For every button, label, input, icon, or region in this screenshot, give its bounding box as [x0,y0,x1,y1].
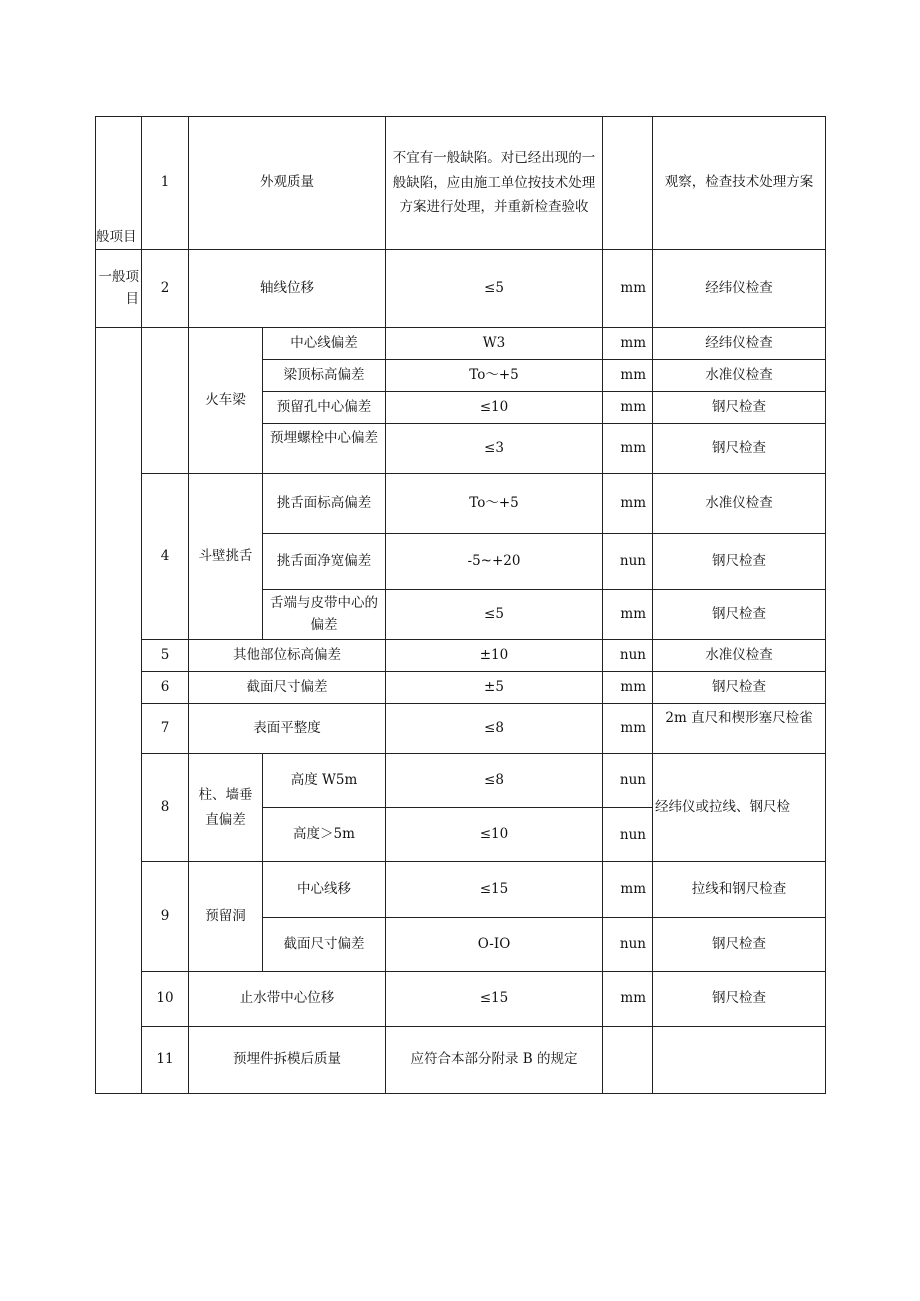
sub-item-name: 预留孔中心偏差 [263,392,386,424]
category-cell: 一般项目 [96,250,142,328]
table-row [96,704,826,754]
requirement-cell: W3 [386,328,603,360]
table-row [96,250,826,328]
table-row [96,117,826,250]
requirement-cell: ≤5 [386,590,603,640]
method-cell: 钢尺检查 [653,392,826,424]
item-name: 其他部位标高偏差 [189,640,386,672]
requirement-cell: 应符合本部分附录 B 的规定 [386,1027,603,1094]
method-cell: 水准仪检查 [653,640,826,672]
method-cell: 钢尺检查 [653,672,826,704]
unit-cell: nun [603,918,653,972]
requirement-cell: ≤3 [386,424,603,474]
table-row [96,640,826,672]
requirement-cell [386,117,603,250]
sub-item-name: 梁顶标高偏差 [263,360,386,392]
table-row [96,474,826,534]
category-cell-empty [96,328,142,1094]
method-cell: 钢尺检查 [653,534,826,590]
unit-cell [603,1027,653,1094]
unit-cell: mm [603,360,653,392]
method-cell: 钢尺检查 [653,972,826,1027]
unit-cell: mm [603,862,653,918]
table-row [96,328,826,360]
requirement-text: 不宜有一般缺陷。对已经出现的一般缺陷，应由施工单位按技术处理方案进行处理，并重新检查验收 [392,149,596,216]
item-number: 1 [142,117,189,250]
sub-item-name: 舌端与皮带中心的偏差 [263,590,386,640]
table-row [96,754,826,808]
group-name-text: 柱、墙垂直偏差 [198,786,253,828]
requirement-cell: O-IO [386,918,603,972]
unit-cell: mm [603,704,653,754]
requirement-cell: ≤8 [386,704,603,754]
table-row [96,972,826,1027]
unit-cell: nun [603,640,653,672]
unit-cell: mm [603,250,653,328]
requirement-cell: ≤10 [386,392,603,424]
inspection-table [95,116,826,1094]
requirement-cell: ±5 [386,672,603,704]
method-cell: 钢尺检查 [653,590,826,640]
method-cell: 水准仪检查 [653,474,826,534]
requirement-cell: ≤15 [386,862,603,918]
unit-cell: nun [603,808,653,862]
method-cell: 水准仪检查 [653,360,826,392]
unit-cell: mm [603,424,653,474]
requirement-cell: -5~+20 [386,534,603,590]
item-number-empty [142,328,189,474]
item-name: 表面平整度 [189,704,386,754]
table-row [96,862,826,918]
item-name: 截面尺寸偏差 [189,672,386,704]
requirement-cell: ±10 [386,640,603,672]
unit-cell: mm [603,392,653,424]
item-name: 轴线位移 [189,250,386,328]
unit-cell: mm [603,672,653,704]
unit-cell: nun [603,534,653,590]
sub-item-name: 中心线偏差 [263,328,386,360]
item-number: 11 [142,1027,189,1094]
method-cell: 钢尺检查 [653,918,826,972]
sub-item-name: 挑舌面净宽偏差 [263,534,386,590]
sub-item-name: 挑舌面标高偏差 [263,474,386,534]
item-number: 8 [142,754,189,862]
sub-item-name: 预埋螺栓中心偏差 [263,424,386,474]
requirement-cell: ≤15 [386,972,603,1027]
item-name: 外观质量 [189,117,386,250]
item-number: 4 [142,474,189,640]
item-number: 9 [142,862,189,972]
method-cell: 经纬仪检查 [653,328,826,360]
table-row [96,672,826,704]
requirement-cell: ≤5 [386,250,603,328]
group-name: 斗壁挑舌 [189,474,263,640]
method-cell [653,1027,826,1094]
unit-cell [603,117,653,250]
item-number: 2 [142,250,189,328]
item-name: 止水带中心位移 [189,972,386,1027]
sub-item-name: 截面尺寸偏差 [263,918,386,972]
method-cell: 经纬仪或拉线、钢尺检 [653,754,826,862]
method-cell: 经纬仪检查 [653,250,826,328]
method-cell: 2m 直尺和楔形塞尺检雀 [653,704,826,754]
item-name: 预埋件拆模后质量 [189,1027,386,1094]
sub-item-name: 中心线移 [263,862,386,918]
group-name: 火车梁 [189,328,263,474]
item-number: 6 [142,672,189,704]
unit-cell: mm [603,972,653,1027]
method-cell: 拉线和钢尺检查 [653,862,826,918]
category-cell: 般项目 [96,117,142,250]
item-number: 5 [142,640,189,672]
item-number: 10 [142,972,189,1027]
group-name: 预留洞 [189,862,263,972]
unit-cell: nun [603,754,653,808]
item-number: 7 [142,704,189,754]
method-cell: 钢尺检查 [653,424,826,474]
unit-cell: mm [603,590,653,640]
sub-item-name: 高度 W5m [263,754,386,808]
method-cell: 观察，检查技术处理方案 [653,117,826,250]
unit-cell: mm [603,328,653,360]
group-name [189,754,263,862]
unit-cell: mm [603,474,653,534]
table-row [96,1027,826,1094]
sub-item-name: 高度＞5m [263,808,386,862]
requirement-cell: To～+5 [386,474,603,534]
requirement-cell: To～+5 [386,360,603,392]
requirement-cell: ≤8 [386,754,603,808]
requirement-cell: ≤10 [386,808,603,862]
